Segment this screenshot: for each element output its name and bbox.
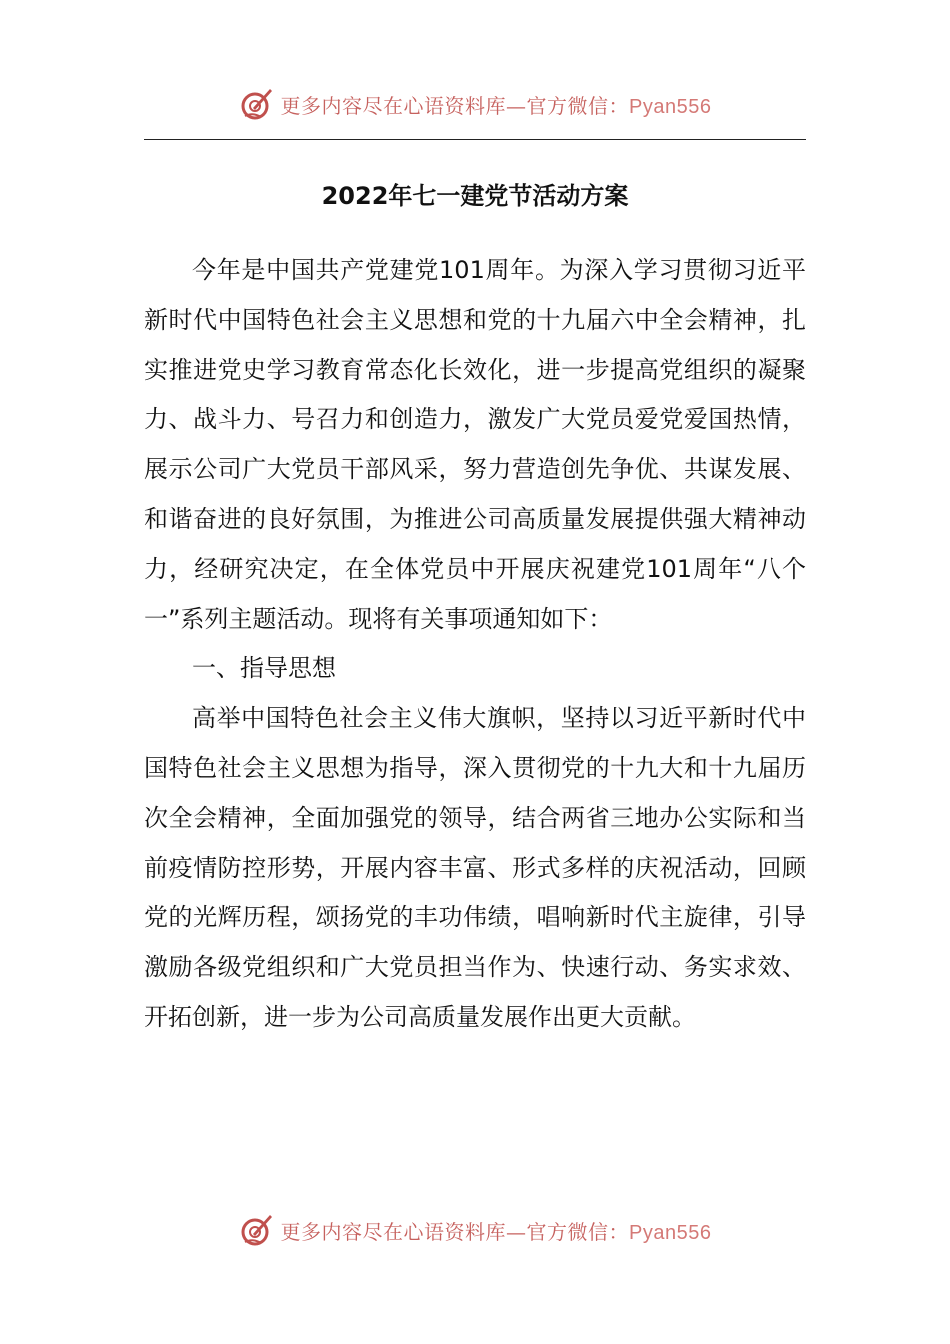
guiding-ideology-paragraph: 高举中国特色社会主义伟大旗帜，坚持以习近平新时代中国特色社会主义思想为指导，深入贯彻党的十九大和十九届历次全会精神，全面加强党的领导，结合两省三地办公实际和当前疫情防控形势，开展内容丰富、形式多样的庆祝活动，回顾党的光辉历程，颂扬党的丰功伟绩，唱响新时代主旋律，引导激励各级党组织和广大党员担当作为、快速行动、务实求效、开拓创新，进一步为公司高质量发展作出更大贡献。 <box>144 704 806 1031</box>
quill-logo-icon <box>239 86 275 122</box>
section-heading: 一、指导思想 <box>192 654 336 683</box>
quill-logo-icon <box>239 1212 275 1248</box>
header-watermark <box>0 82 950 126</box>
header-divider <box>144 139 806 140</box>
header-watermark-id: Pyan556 <box>629 95 712 118</box>
footer-watermark <box>0 1208 950 1252</box>
footer-watermark-id: Pyan556 <box>629 1221 712 1244</box>
document-body <box>144 246 806 1043</box>
document-title: 2022年七一建党节活动方案 <box>321 182 629 210</box>
header-watermark-text: 更多内容尽在心语资料库—官方微信：Pyan556 <box>280 93 712 118</box>
intro-paragraph: 今年是中国共产党建党101周年。为深入学习贯彻习近平新时代中国特色社会主义思想和党的十九届六中全会精神，扎实推进党史学习教育常态化长效化，进一步提高党组织的凝聚力、战斗力、号召力和创造力，激发广大党员爱党爱国热情，展示公司广大党员干部风采，努力营造创先争优、共谋发展、和谐奋进的良好氛围，为推进公司高质量发展提供强大精神动力，经研究决定，在全体党员中开展庆祝建党101周年“八个一”系列主题活动。现将有关事项通知如下： <box>144 256 806 633</box>
footer-watermark-text: 更多内容尽在心语资料库—官方微信：Pyan556 <box>280 1219 712 1244</box>
